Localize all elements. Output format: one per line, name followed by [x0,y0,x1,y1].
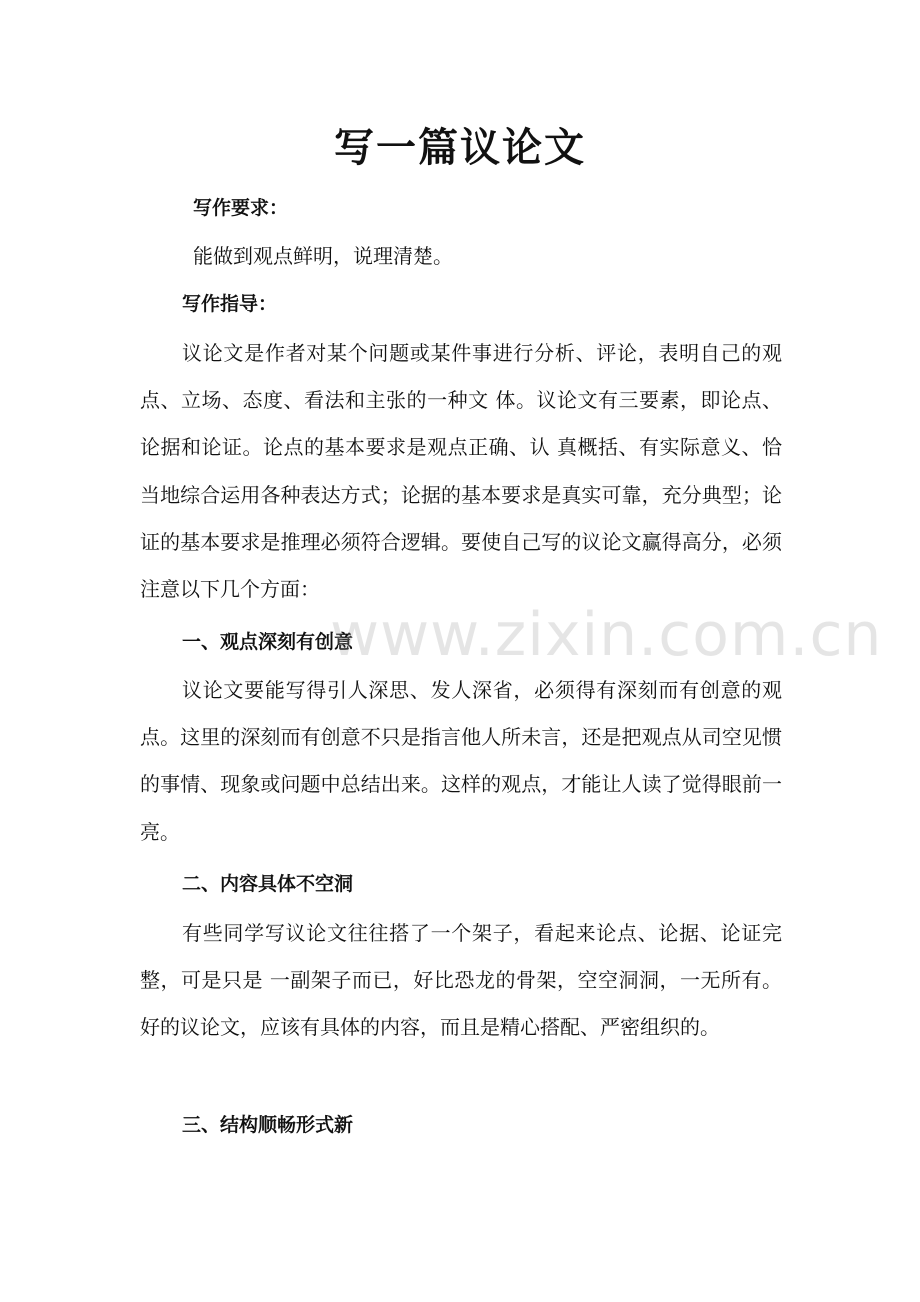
section-3-heading: 三、结构顺畅形式新 [182,1114,354,1136]
requirement-text: 能做到观点鲜明，说理清楚。 [193,244,453,268]
intro-paragraph: 议论文是作者对某个问题或某件事进行分析、评论，表明自己的观点、立场、态度、看法和主张的一种文 体。议论文有三要素，即论点、论据和论证。论点的基本要求是观点正确、认 真概括、有实际意义、恰当地综合运用各种表达方式；论据的基本要求是真实可靠，充分典型；论证的基本要求是推理必须符合逻辑。要使自己写的议论文赢得高分，必须注意以下几个方面： [140,341,782,602]
section-2-heading: 二、内容具体不空洞 [182,873,354,895]
section-2-body: 有些同学写议论文往往搭了一个架子，看起来论点、论据、论证完整，可是只是 一副架子而已，好比恐龙的骨架，空空洞洞，一无所有。好的议论文，应该有具体的内容，而且是精心搭配、严密组织的。 [140,921,782,1040]
section-1-heading: 一、观点深刻有创意 [182,631,354,653]
section-1-body: 议论文要能写得引人深思、发人深省，必须得有深刻而有创意的观点。这里的深刻而有创意不只是指言他人所未言，还是把观点从司空见惯的事情、现象或问题中总结出来。这样的观点，才能让人读了觉得眼前一亮。 [140,678,782,844]
page-title: 写一篇议论文 [334,124,586,171]
requirement-heading: 写作要求： [193,197,289,219]
watermark-text: www.zixin.com.cn [330,600,883,670]
guidance-heading: 写作指导： [182,293,278,315]
